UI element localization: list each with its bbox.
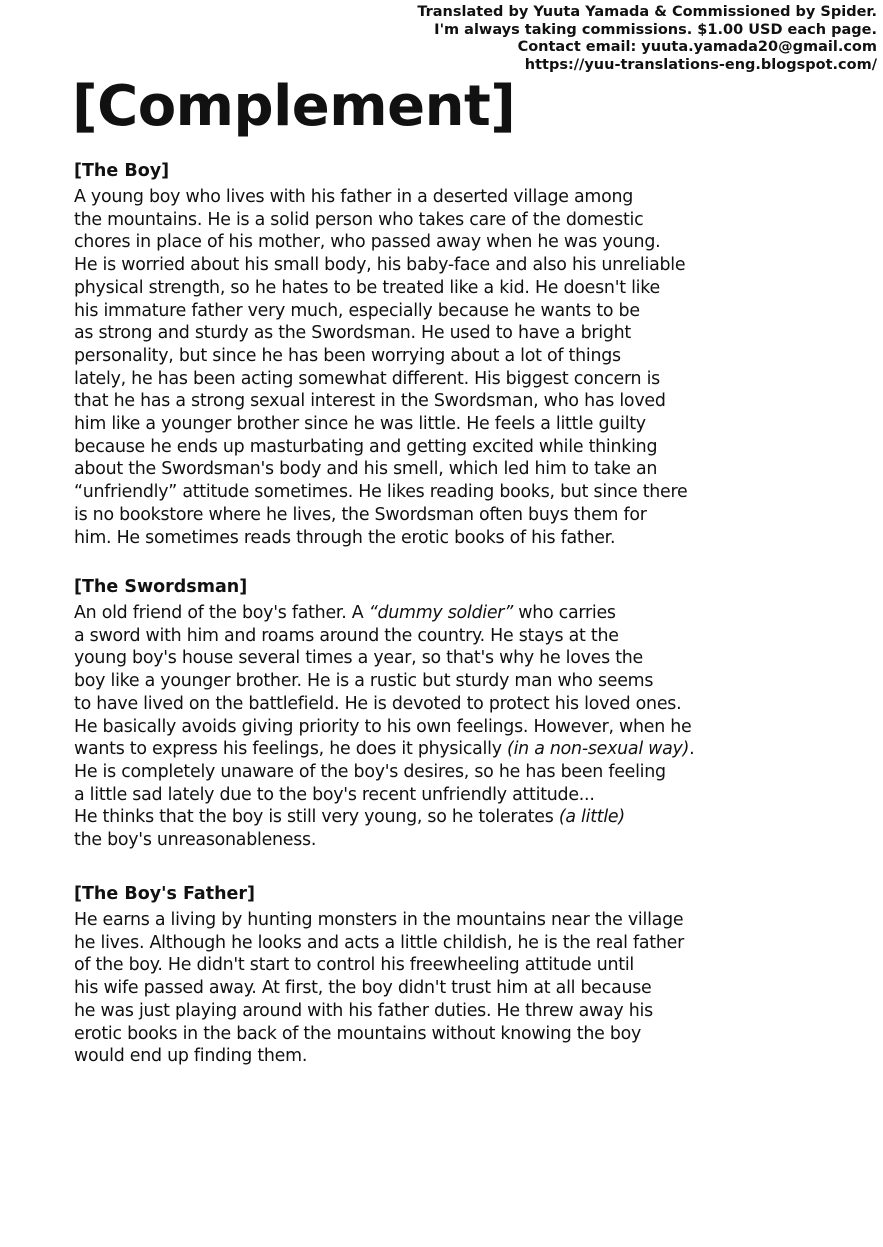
section-the-boys-father — [74, 883, 804, 1068]
body-text-line: him. He sometimes reads through the erotic books of his father. — [74, 527, 616, 548]
body-text-line: He is completely unaware of the boy's desires, so he has been feeling — [74, 761, 666, 782]
body-text-line: about the Swordsman's body and his smell, which led him to take an — [74, 459, 658, 480]
body-text-line: He is worried about his small body, his baby-face and also his unreliable — [74, 255, 686, 276]
text-run: . — [689, 739, 695, 760]
section-body — [74, 909, 804, 1068]
section-the-boy — [74, 160, 804, 549]
body-text-line: him like a younger brother since he was little. He feels a little guilty — [74, 414, 646, 435]
body-text-line: as strong and sturdy as the Swordsman. He used to have a bright — [74, 323, 631, 344]
credit-line: Contact email: yuuta.yamada20@gmail.com — [517, 39, 877, 55]
body-text-line: he was just playing around with his father duties. He threw away his — [74, 1000, 653, 1021]
body-text-line: the boy's unreasonableness. — [74, 830, 317, 851]
credit-line: Translated by Yuuta Yamada & Commissioned by Spider. — [417, 4, 877, 20]
body-text-line: young boy's house several times a year, so that's why he loves the — [74, 648, 644, 669]
body-text-line: the mountains. He is a solid person who takes care of the domestic — [74, 209, 644, 230]
body-text-line: would end up finding them. — [74, 1046, 308, 1067]
body-text-line: “unfriendly” attitude sometimes. He likes reading books, but since there — [74, 482, 688, 503]
body-text-line: physical strength, so he hates to be treated like a kid. He doesn't like — [74, 277, 660, 298]
body-text-line: of the boy. He didn't start to control his freewheeling attitude until — [74, 955, 634, 976]
body-text-line: He basically avoids giving priority to his own feelings. However, when he — [74, 716, 692, 737]
body-text-line: that he has a strong sexual interest in the Swordsman, who has loved — [74, 391, 666, 412]
italic-phrase: (a little) — [558, 807, 625, 828]
section-heading: [The Swordsman] — [74, 577, 248, 597]
body-text-line: lately, he has been acting somewhat different. His biggest concern is — [74, 368, 660, 389]
italic-phrase: (in a non-sexual way) — [507, 739, 690, 760]
text-run: An old friend of the boy's father. A — [74, 603, 369, 623]
body-text-line: his immature father very much, especially because he wants to be — [74, 300, 640, 321]
body-text-line: a little sad lately due to the boy's recent unfriendly attitude... — [74, 784, 595, 805]
body-text-line: boy like a younger brother. He is a rustic but sturdy man who seems — [74, 671, 654, 692]
section-body — [74, 602, 804, 852]
body-text-line: to have lived on the battlefield. He is devoted to protect his loved ones. — [74, 693, 682, 714]
section-body — [74, 186, 804, 549]
italic-phrase: “dummy soldier” — [368, 603, 513, 623]
body-text-line: chores in place of his mother, who passed away when he was young. — [74, 232, 661, 253]
credit-line: I'm always taking commissions. $1.00 USD each page. — [434, 21, 877, 38]
body-text-line: personality, but since he has been worrying about a lot of things — [74, 345, 621, 366]
text-run: He thinks that the boy is still very young, so he tolerates — [74, 807, 559, 828]
body-text-line: he lives. Although he looks and acts a little childish, he is the real father — [74, 932, 684, 953]
body-text-line: because he ends up masturbating and getting excited while thinking — [74, 436, 658, 457]
body-text-line — [74, 602, 804, 625]
translator-credits — [417, 4, 877, 74]
body-text-line: A young boy who lives with his father in a deserted village among — [74, 187, 634, 207]
section-heading: [The Boy] — [74, 161, 170, 181]
body-text-line: a sword with him and roams around the country. He stays at the — [74, 625, 619, 646]
body-text-line: is no bookstore where he lives, the Swordsman often buys them for — [74, 504, 647, 525]
text-run: wants to express his feelings, he does it physically — [74, 739, 508, 760]
body-text-line: He earns a living by hunting monsters in the mountains near the village — [74, 910, 684, 930]
body-text-line — [74, 806, 804, 829]
credit-line: https://yuu-translations-eng.blogspot.com/ — [524, 56, 877, 73]
section-the-swordsman — [74, 576, 804, 852]
body-text-line — [74, 738, 804, 761]
body-text-line: his wife passed away. At first, the boy didn't trust him at all because — [74, 978, 652, 999]
page-title: [Complement] — [72, 74, 516, 139]
section-heading: [The Boy's Father] — [74, 884, 256, 904]
text-run: who carries — [512, 603, 616, 623]
body-text-line: erotic books in the back of the mountains without knowing the boy — [74, 1023, 642, 1044]
